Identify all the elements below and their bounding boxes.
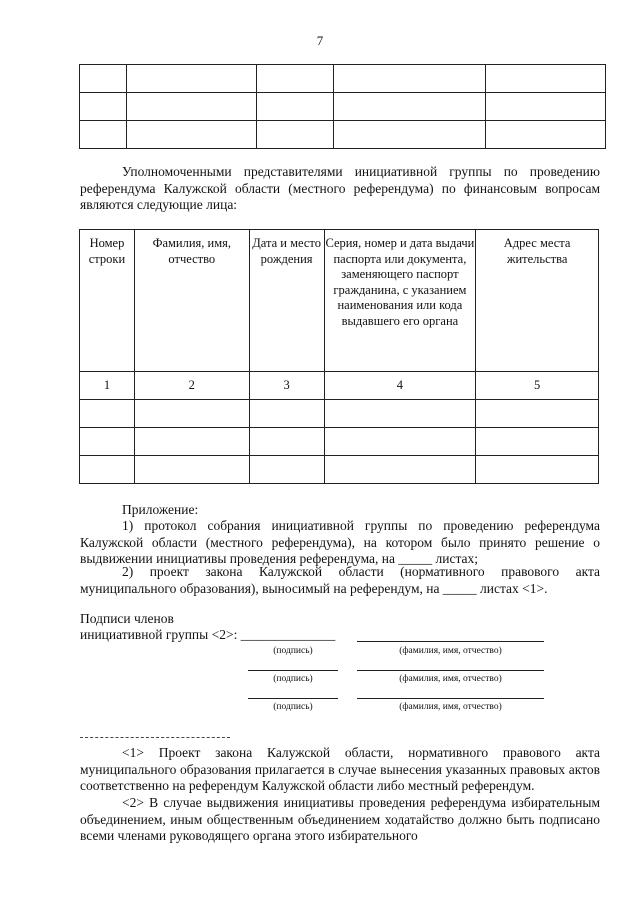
signature-caption: (подпись) xyxy=(273,646,313,656)
signature-line xyxy=(357,670,544,671)
table-row xyxy=(80,400,599,428)
intro-paragraph: Уполномоченными представителями инициативной группы по проведению референдума Калужской области (местного референдума) по финансовым вопросам являются следующие лица: xyxy=(80,164,600,212)
column-number: 1 xyxy=(80,372,135,400)
name-caption: (фамилия, имя, отчество) xyxy=(399,674,502,684)
table-row xyxy=(80,456,599,484)
page-number: 7 xyxy=(316,33,324,48)
representatives-table xyxy=(79,229,599,484)
signature-line xyxy=(248,698,338,699)
signature-caption: (подпись) xyxy=(273,702,313,712)
signature-caption: (подпись) xyxy=(273,674,313,684)
appendix-title: Приложение: xyxy=(122,502,199,517)
appendix-item-1: 1) протокол собрания инициативной группы по проведению референдума Калужской области (местного референдума), на котором было принято решение о выдвижении инициативы проведения референдума, на _____ листах; xyxy=(80,518,600,566)
appendix-item-2: 2) проект закона Калужской области (нормативного правового акта муниципального образования), выносимый на референдум, на _____ листах <1>. xyxy=(80,564,600,596)
signatures-label-line2: инициативной группы <2>: ______________ xyxy=(80,627,336,642)
table-row xyxy=(80,93,606,121)
name-caption: (фамилия, имя, отчество) xyxy=(399,646,502,656)
footnote-separator xyxy=(80,737,230,738)
continued-table xyxy=(79,64,606,149)
signature-line xyxy=(248,670,338,671)
header-row-number: Номер строки xyxy=(80,230,135,372)
header-passport: Серия, номер и дата выдачи паспорта или документа, заменяющего паспорт гражданина, с указанием наименования или кода выдавшего его органа xyxy=(324,230,476,372)
column-number: 5 xyxy=(476,372,599,400)
table-row xyxy=(80,121,606,149)
signature-line xyxy=(357,698,544,699)
header-address: Адрес места жительства xyxy=(476,230,599,372)
footnote-2: <2> В случае выдвижения инициативы проведения референдума избирательным объединением, иным общественным объединением ходатайство должно быть подписано всеми членами руководящего органа этого избирательного xyxy=(80,795,600,843)
name-caption: (фамилия, имя, отчество) xyxy=(399,702,502,712)
table-row xyxy=(80,65,606,93)
column-number: 2 xyxy=(134,372,249,400)
table-header-row xyxy=(80,230,599,372)
signature-line xyxy=(357,641,544,642)
table-row xyxy=(80,428,599,456)
header-full-name: Фамилия, имя, отчество xyxy=(134,230,249,372)
column-numbers-row xyxy=(80,372,599,400)
header-birth: Дата и место рождения xyxy=(249,230,324,372)
signatures-label: Подписи членов xyxy=(80,611,174,626)
column-number: 4 xyxy=(324,372,476,400)
footnote-1: <1> Проект закона Калужской области, нормативного правового акта муниципального образования прилагается в случае вынесения указанных правовых актов соответственно на референдум Калужской области либо местный референдум. xyxy=(80,745,600,793)
column-number: 3 xyxy=(249,372,324,400)
